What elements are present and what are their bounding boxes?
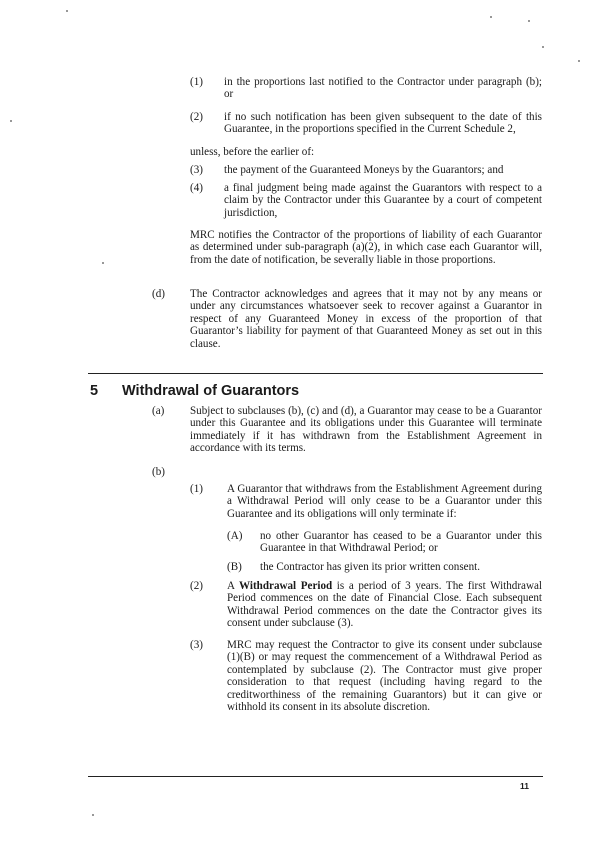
list-item-text: no other Guarantor has ceased to be a Guarantor under this Guarantee in that Withdrawal Period; or	[260, 530, 542, 555]
paragraph-d: The Contractor acknowledges and agrees that it may not by any means or under any circumstances whatsoever seek to recover against a Guarantor in respect of any Guaranteed Money in excess of the proportion of that Guarantor’s liability for payment of that Guaranteed Money as set out in this clause.	[190, 288, 542, 350]
section-divider	[88, 373, 543, 374]
mrc-paragraph: MRC notifies the Contractor of the proportions of liability of each Guarantor as determined under sub-paragraph (a)(2), in which case each Guarantor will, from the date of notification, be severally liable in those proportions.	[190, 229, 542, 266]
scan-speck	[10, 120, 12, 122]
list-item-text: MRC may request the Contractor to give its consent under subclause (1)(B) or may request the commencement of a Withdrawal Period as contemplated by subclause (2). The Contractor must give proper consideration to that request (including having regard to the creditworthiness of the remaining Guarantors) but it can give or withhold its consent in its absolute discretion.	[227, 639, 542, 714]
list-label: (4)	[190, 182, 203, 194]
list-label: (1)	[190, 483, 203, 495]
footer-rule	[88, 776, 543, 777]
page-number: 11	[520, 781, 529, 791]
scan-speck	[578, 60, 580, 62]
defined-term: Withdrawal Period	[239, 580, 333, 592]
list-label: (a)	[152, 405, 165, 417]
list-label: (B)	[227, 561, 242, 573]
unless-paragraph: unless, before the earlier of:	[190, 146, 315, 158]
list-item-text: the Contractor has given its prior written consent.	[260, 561, 480, 573]
list-label: (3)	[190, 639, 203, 651]
scan-speck	[102, 262, 104, 264]
scan-speck	[490, 16, 492, 18]
withdrawal-prefix: A	[227, 580, 240, 592]
paragraph-a: Subject to subclauses (b), (c) and (d), a Guarantor may cease to be a Guarantor under this Guarantee and its obligations under this Guarantee will terminate immediately if it has withdrawn from the Establishment Agreement in accordance with its terms.	[190, 405, 542, 455]
list-label: (1)	[190, 76, 203, 88]
withdrawal-text: is a period of 3 years. The first Withdrawal Period commences on the date of Financial Close. Each subsequent Withdrawal Period commences on the date the Contractor gives its consent under subclause (3).	[227, 580, 542, 630]
list-label: (2)	[190, 111, 203, 123]
scan-speck	[92, 814, 94, 816]
list-item-text: if no such notification has been given subsequent to the date of this Guarantee, in the proportions specified in the Current Schedule 2,	[224, 111, 542, 136]
scan-speck	[528, 20, 530, 22]
list-item-text	[227, 580, 542, 630]
scan-speck	[542, 46, 544, 48]
list-item-text: a final judgment being made against the Guarantors with respect to a claim by the Contractor under this Guarantee by a court of competent jurisdiction,	[224, 182, 542, 219]
list-label: (3)	[190, 164, 203, 176]
list-label: (2)	[190, 580, 203, 592]
list-item-text: in the proportions last notified to the Contractor under paragraph (b); or	[224, 76, 542, 101]
section-number: 5	[90, 383, 99, 399]
list-item-text: the payment of the Guaranteed Moneys by the Guarantors; and	[224, 164, 504, 176]
list-label: (A)	[227, 530, 243, 542]
list-item-text: A Guarantor that withdraws from the Establishment Agreement during a Withdrawal Period will only cease to be a Guarantor under this Guarantee and its obligations will only terminate if:	[227, 483, 542, 520]
list-label: (b)	[152, 466, 165, 478]
section-title: Withdrawal of Guarantors	[122, 383, 300, 399]
scan-speck	[66, 10, 68, 12]
list-label: (d)	[152, 288, 165, 300]
